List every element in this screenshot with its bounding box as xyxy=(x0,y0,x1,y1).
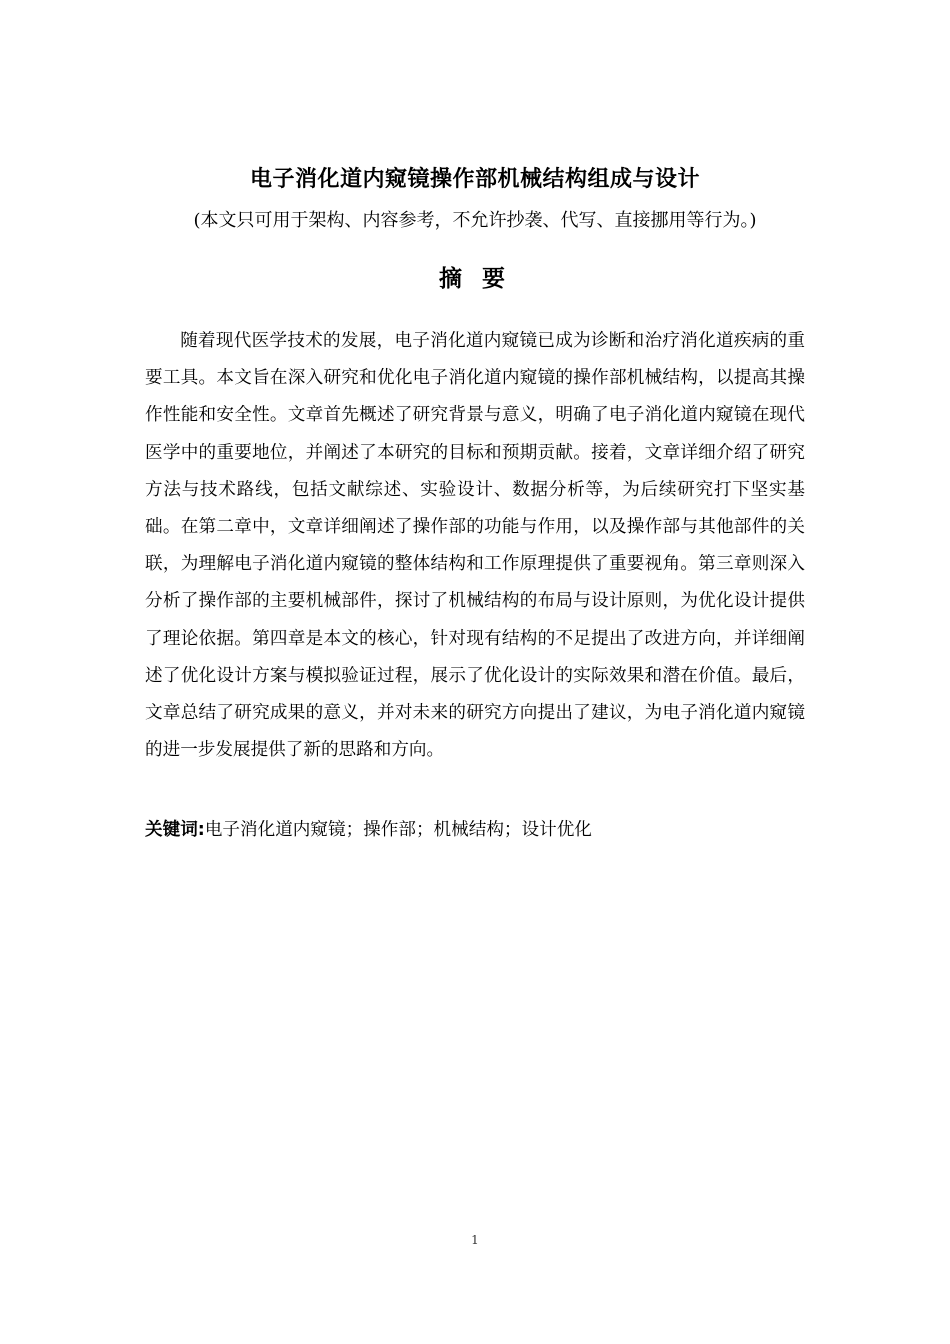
document-title: 电子消化道内窥镜操作部机械结构组成与设计 xyxy=(249,167,700,192)
page-number: 1 xyxy=(471,1233,479,1247)
abstract-body: 随着现代医学技术的发展，电子消化道内窥镜已成为诊断和治疗消化道疾病的重要工具。本文旨在深入研究和优化电子消化道内窥镜的操作部机械结构，以提高其操作性能和安全性。文章首先概述了研究背景与意义，明确了电子消化道内窥镜在现代医学中的重要地位，并阐述了本研究的目标和预期贡献。接着，文章详细介绍了研究方法与技术路线，包括文献综述、实验设计、数据分析等，为后续研究打下坚实基础。在第二章中，文章详细阐述了操作部的功能与作用，以及操作部与其他部件的关联，为理解电子消化道内窥镜的整体结构和工作原理提供了重要视角。第三章则深入分析了操作部的主要机械部件，探讨了机械结构的布局与设计原则，为优化设计提供了理论依据。第四章是本文的核心，针对现有结构的不足提出了改进方向，并详细阐述了优化设计方案与模拟验证过程，展示了优化设计的实际效果和潜在价值。最后，文章总结了研究成果的意义，并对未来的研究方向提出了建议，为电子消化道内窥镜的进一步发展提供了新的思路和方向。 xyxy=(145,331,805,761)
keywords-line xyxy=(145,815,805,845)
keywords-label: 关键词: xyxy=(145,820,205,840)
abstract-heading: 摘 要 xyxy=(438,266,511,292)
keywords-value: 电子消化道内窥镜；操作部；机械结构；设计优化 xyxy=(204,820,592,840)
usage-notice: (本文只可用于架构、内容参考，不允许抄袭、代写、直接挪用等行为。) xyxy=(193,210,757,231)
